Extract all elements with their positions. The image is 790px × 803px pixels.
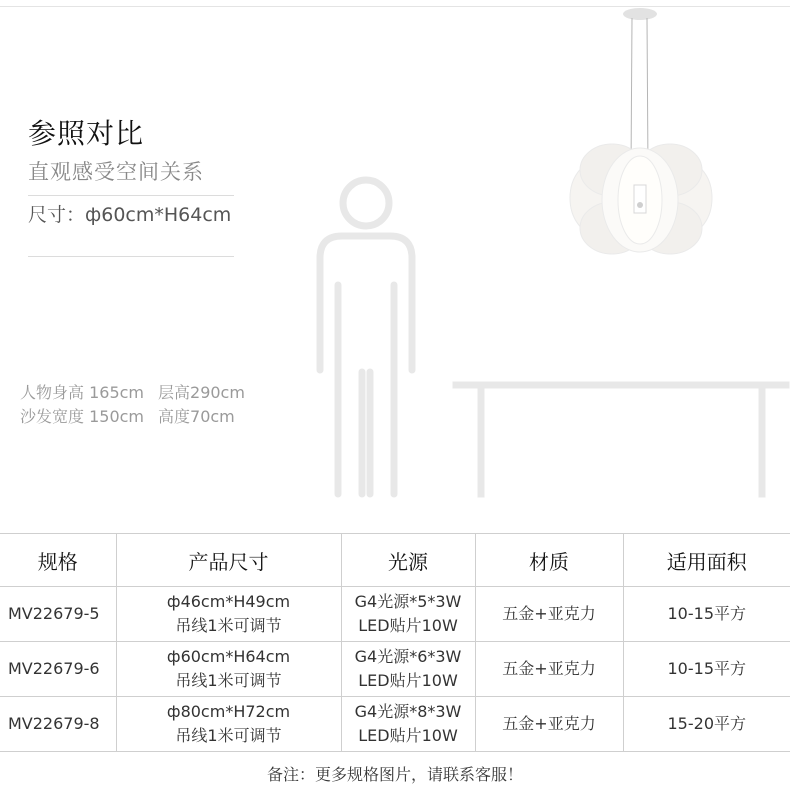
size-cable: 吊线1米可调节 [175, 616, 282, 635]
lamp-core [634, 185, 646, 213]
cell-size [116, 642, 341, 697]
cell-model: MV22679-8 [0, 697, 116, 752]
cell-light [341, 697, 475, 752]
reference-line-2 [20, 404, 249, 427]
cell-model: MV22679-5 [0, 587, 116, 642]
person-body [320, 236, 412, 370]
header-area: 适用面积 [623, 534, 790, 587]
spec-table [0, 533, 790, 752]
page-title: 参照对比 [28, 117, 145, 150]
header-light-source: 光源 [341, 534, 475, 587]
cell-area: 15-20平方 [623, 697, 790, 752]
person-silhouette [320, 180, 412, 494]
cell-model: MV22679-6 [0, 642, 116, 697]
cell-size [116, 697, 341, 752]
cell-material: 五金+亚克力 [475, 697, 623, 752]
spec-table-container [0, 533, 790, 752]
pendant-lamp [570, 8, 712, 254]
light-g4: G4光源*8*3W [354, 702, 462, 721]
header-size: 产品尺寸 [116, 534, 341, 587]
cell-area: 10-15平方 [623, 642, 790, 697]
ceiling-height-text: 层高290cm [158, 383, 245, 402]
lamp-canopy [623, 8, 657, 20]
person-height-text: 人物身高 165cm [20, 383, 145, 402]
table-row [0, 697, 790, 752]
sofa-outline [456, 385, 786, 494]
reference-line-1 [20, 380, 259, 403]
size-dimensions: ф46cm*H49cm [166, 592, 291, 611]
size-label: 尺寸：ф60cm*H64cm [28, 204, 232, 226]
header-model: 规格 [0, 534, 116, 587]
light-g4: G4光源*5*3W [354, 592, 462, 611]
table-row [0, 587, 790, 642]
divider-line [28, 256, 234, 257]
cell-size [116, 587, 341, 642]
page-subtitle: 直观感受空间关系 [28, 160, 204, 184]
footer-note: 备注：更多规格图片，请联系客服！ [266, 765, 523, 784]
light-g4: G4光源*6*3W [354, 647, 462, 666]
sofa-height-text: 高度70cm [158, 407, 235, 426]
size-dimensions: ф60cm*H64cm [166, 647, 291, 666]
light-led: LED贴片10W [358, 671, 458, 690]
size-cable: 吊线1米可调节 [175, 726, 282, 745]
cell-light [341, 642, 475, 697]
light-led: LED贴片10W [358, 616, 458, 635]
light-led: LED贴片10W [358, 726, 458, 745]
divider-line [28, 195, 234, 196]
cell-material: 五金+亚克力 [475, 587, 623, 642]
cell-material: 五金+亚克力 [475, 642, 623, 697]
size-dimensions: ф80cm*H72cm [166, 702, 291, 721]
cell-area: 10-15平方 [623, 587, 790, 642]
size-cable: 吊线1米可调节 [175, 671, 282, 690]
table-row [0, 642, 790, 697]
header-material: 材质 [475, 534, 623, 587]
person-head [343, 180, 389, 226]
cell-light [341, 587, 475, 642]
sofa-width-text: 沙发宽度 150cm [20, 407, 145, 426]
table-header-row [0, 534, 790, 587]
